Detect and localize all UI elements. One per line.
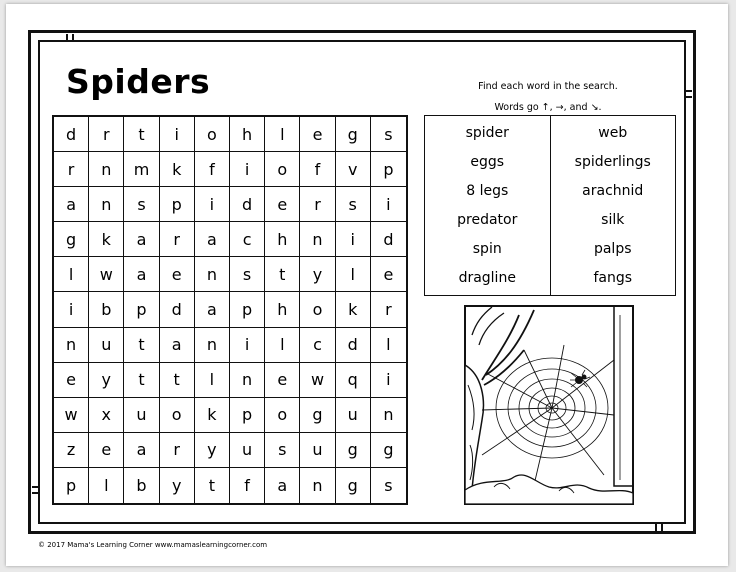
grid-cell: y	[89, 363, 124, 398]
grid-cell: l	[371, 328, 406, 363]
grid-cell: l	[54, 257, 89, 292]
border-tick	[32, 492, 40, 494]
grid-cell: y	[160, 468, 195, 503]
grid-cell: k	[89, 222, 124, 257]
tree-trunk	[465, 365, 483, 490]
grid-cell: n	[230, 363, 265, 398]
instructions-line-2: Words go ↑, →, and ↘.	[494, 102, 602, 113]
grid-cell: t	[124, 117, 159, 152]
grid-cell: d	[371, 222, 406, 257]
word-bank	[424, 115, 676, 296]
grid-cell: i	[230, 152, 265, 187]
grid-cell: y	[300, 257, 335, 292]
border-tick	[32, 486, 40, 488]
grid-cell: a	[54, 187, 89, 222]
word-bank-item: predator	[457, 212, 518, 229]
grid-cell: o	[195, 117, 230, 152]
grid-cell: b	[124, 468, 159, 503]
word-bank-item: spin	[472, 241, 502, 258]
grid-cell: w	[54, 398, 89, 433]
grid-cell: p	[124, 292, 159, 327]
grid-cell: i	[371, 363, 406, 398]
grid-cell: i	[160, 117, 195, 152]
grid-cell: u	[230, 433, 265, 468]
grid-cell: a	[195, 292, 230, 327]
word-search-grid	[52, 115, 408, 505]
grid-cell: k	[336, 292, 371, 327]
grid-cell: i	[336, 222, 371, 257]
grid-cell: e	[160, 257, 195, 292]
grid-cell: n	[300, 222, 335, 257]
ground-bushes	[465, 475, 633, 504]
grid-cell: h	[265, 292, 300, 327]
grid-cell: f	[230, 468, 265, 503]
grid-cell: r	[300, 187, 335, 222]
word-bank-item: 8 legs	[466, 182, 509, 199]
grid-cell: b	[89, 292, 124, 327]
word-bank-item: arachnid	[582, 182, 644, 199]
grid-cell: q	[336, 363, 371, 398]
grid-cell: d	[336, 328, 371, 363]
border-tick	[72, 34, 74, 42]
grid-cell: n	[54, 328, 89, 363]
grid-cell: e	[89, 433, 124, 468]
grid-cell: p	[230, 398, 265, 433]
grid-cell: f	[195, 152, 230, 187]
grid-cell: a	[124, 222, 159, 257]
grid-cell: g	[54, 222, 89, 257]
grid-cell: l	[89, 468, 124, 503]
word-bank-item: fangs	[593, 270, 633, 287]
fence-post	[614, 306, 633, 486]
grid-cell: t	[195, 468, 230, 503]
grid-cell: s	[230, 257, 265, 292]
grid-cell: e	[265, 187, 300, 222]
grid-cell: i	[230, 328, 265, 363]
grid-cell: p	[371, 152, 406, 187]
grid-cell: g	[371, 433, 406, 468]
grid-cell: h	[265, 222, 300, 257]
grid-cell: g	[300, 398, 335, 433]
tree-branches	[482, 310, 534, 385]
grid-cell: n	[89, 187, 124, 222]
grid-cell: t	[160, 363, 195, 398]
word-bank-item: dragline	[458, 270, 516, 287]
grid-cell: r	[160, 433, 195, 468]
grid-cell: w	[300, 363, 335, 398]
grid-cell: e	[371, 257, 406, 292]
grid-cell: v	[336, 152, 371, 187]
grid-cell: r	[371, 292, 406, 327]
instructions	[448, 76, 648, 118]
grid-cell: s	[371, 117, 406, 152]
page-title: Spiders	[66, 62, 211, 101]
grid-cell: o	[160, 398, 195, 433]
grid-cell: n	[89, 152, 124, 187]
grid-cell: r	[54, 152, 89, 187]
instructions-line-1: Find each word in the search.	[478, 81, 618, 92]
grid-cell: s	[384, 475, 393, 495]
grid-cell: s	[124, 187, 159, 222]
word-bank-item: palps	[593, 241, 632, 258]
word-bank-item: spiderlings	[574, 153, 651, 170]
grid-cell: k	[160, 152, 195, 187]
grid-cell: e	[265, 363, 300, 398]
grid-cell: k	[195, 398, 230, 433]
grid-cell: f	[300, 152, 335, 187]
grid-cell: p	[230, 292, 265, 327]
border-tick	[684, 90, 692, 92]
grid-cell: n	[195, 257, 230, 292]
grid-cell: t	[124, 363, 159, 398]
grid-cell: w	[89, 257, 124, 292]
grid-cell: i	[54, 292, 89, 327]
border-tick	[655, 523, 657, 531]
word-bank-right-column	[551, 116, 676, 295]
word-bank-item: eggs	[470, 153, 505, 170]
grid-cell: a	[265, 468, 300, 503]
grid-cell: c	[230, 222, 265, 257]
grid-cell: a	[124, 257, 159, 292]
grid-cell: o	[265, 152, 300, 187]
grid-cell: x	[89, 398, 124, 433]
grid-cell: g	[336, 117, 371, 152]
grid-cell: d	[230, 187, 265, 222]
grid-cell: l	[265, 328, 300, 363]
word-bank-item: web	[598, 124, 628, 141]
grid-cell: n	[300, 468, 335, 503]
grid-cell: l	[265, 117, 300, 152]
grid-cell: p	[54, 468, 89, 503]
grid-cell: m	[124, 152, 159, 187]
grid-cell: n	[195, 328, 230, 363]
word-bank-item: silk	[601, 212, 625, 229]
grid-cell: c	[300, 328, 335, 363]
grid-cell: d	[160, 292, 195, 327]
grid-cell: d	[54, 117, 89, 152]
grid-cell: y	[195, 433, 230, 468]
grid-cell: a	[160, 328, 195, 363]
border-tick	[684, 96, 692, 98]
grid-cell: r	[160, 222, 195, 257]
grid-cell: g	[336, 468, 371, 503]
grid-cell: s	[265, 433, 300, 468]
copyright-footer: © 2017 Mama's Learning Corner www.mamaslearningcorner.com	[38, 541, 268, 549]
grid-cell: u	[300, 433, 335, 468]
tree-twigs	[472, 307, 504, 345]
word-bank-item: spider	[465, 124, 509, 141]
grid-cell: i	[195, 187, 230, 222]
border-tick	[66, 34, 68, 42]
grid-cell: i	[371, 187, 406, 222]
grid-cell: t	[124, 328, 159, 363]
grid-cell: e	[54, 363, 89, 398]
word-bank-left-column	[425, 116, 551, 295]
grid-cell: z	[54, 433, 89, 468]
grid-cell: r	[89, 117, 124, 152]
grid-cell: o	[265, 398, 300, 433]
grid-cell: u	[89, 328, 124, 363]
web-spokes	[482, 345, 614, 485]
grid-cell: l	[195, 363, 230, 398]
grid-cell: o	[300, 292, 335, 327]
grid-cell: u	[336, 398, 371, 433]
grid-cell: t	[265, 257, 300, 292]
grid-cell: h	[230, 117, 265, 152]
grid-cell: a	[195, 222, 230, 257]
grid-cell: e	[300, 117, 335, 152]
grid-cell: a	[124, 433, 159, 468]
grid-cell: n	[371, 398, 406, 433]
grid-cell: g	[336, 433, 371, 468]
grid-cell: p	[160, 187, 195, 222]
spider-web-tree-illustration	[464, 305, 634, 505]
grid-cell: u	[124, 398, 159, 433]
grid-cell: s	[336, 187, 371, 222]
border-tick	[661, 523, 663, 531]
grid-cell: l	[336, 257, 371, 292]
